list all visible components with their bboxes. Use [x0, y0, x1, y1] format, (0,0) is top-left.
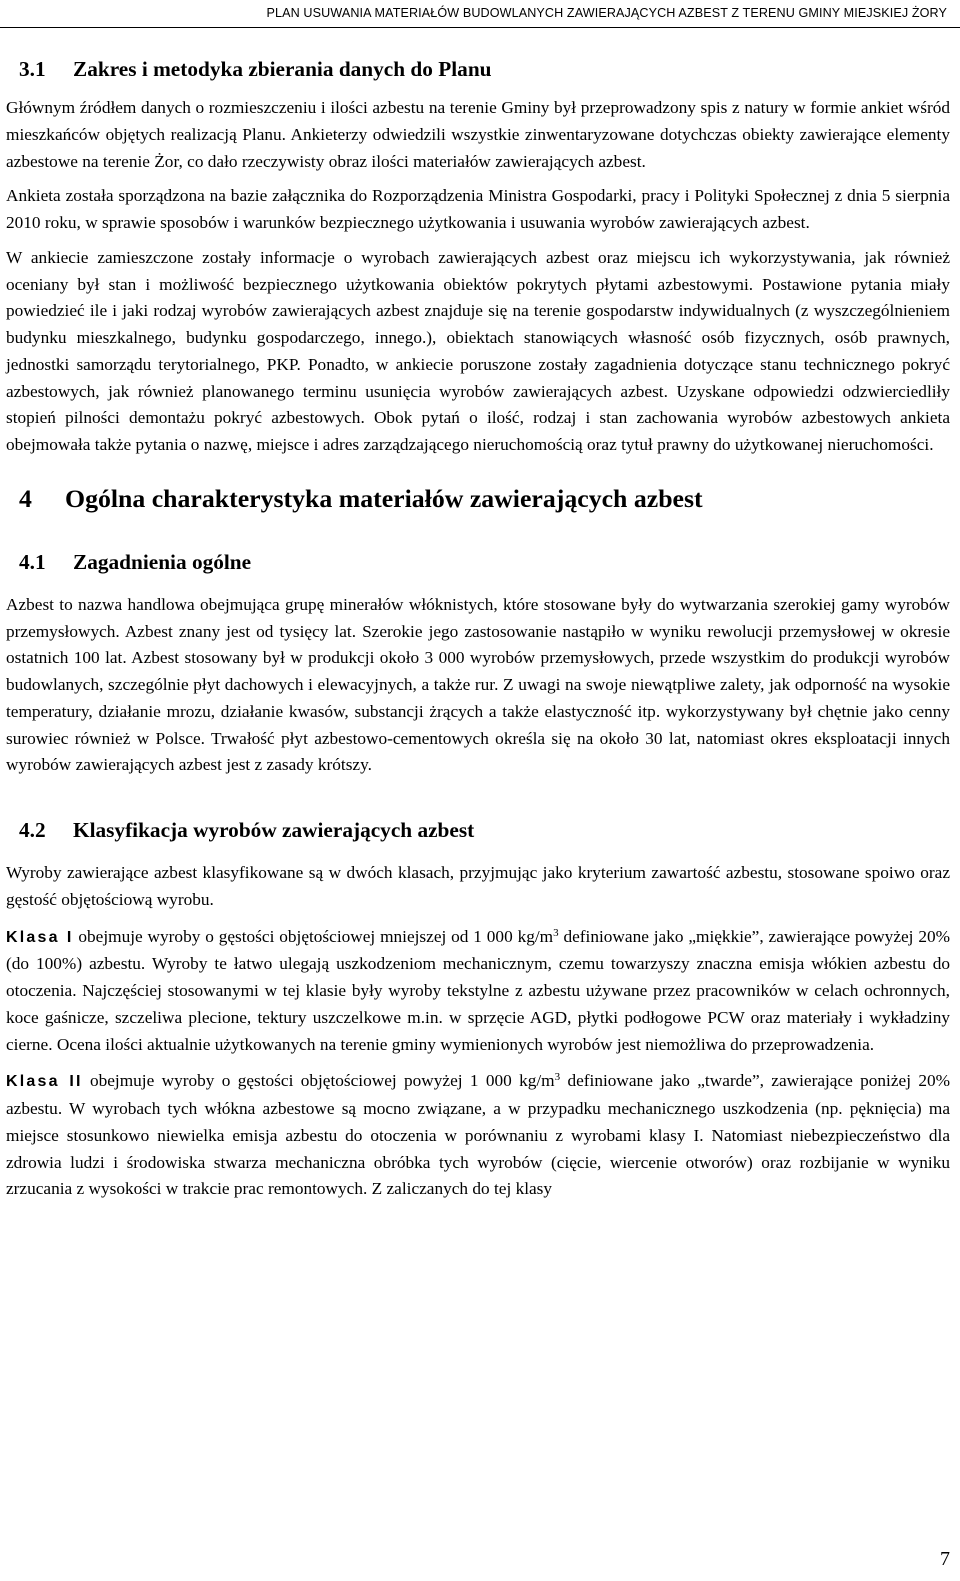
class-2-label: Klasa II: [6, 1073, 83, 1091]
section-number: 4: [19, 483, 32, 513]
section-3-1-heading: [6, 51, 950, 87]
class-2-text-b: definiowane jako „twarde”, zawierające poniżej 20% azbestu. W wyrobach tych włókna azbestowe są mocno związane, a w przypadku mechanicznego uszkodzenia (np. pęknięcia) ma miejsce stosunkowo niewielka emisja azbestu do otoczenia w porównaniu z wyrobami klasy I. Natomiast niebezpieczeństwo dla zdrowia ludzi i środowiska stwarza mechaniczna obróbka tych wyrobów (cięcie, wiercenie otworów) oraz rozbijanie w wyniku zrzucania z wysokości w trakcie prac remontowych. Z zaliczanych do tej klasy: [6, 1071, 950, 1199]
paragraph-classification-intro: Wyroby zawierające azbest klasyfikowane są w dwóch klasach, przyjmując jako kryterium zawartość azbestu, stosowane spoiwo oraz gęstość objętościową wyrobu.: [6, 863, 950, 909]
section-number: 4.2: [19, 818, 46, 842]
section-title: Ogólna charakterystyka materiałów zawierających azbest: [65, 483, 703, 513]
section-number: 4.1: [19, 549, 46, 574]
paragraph-class-2: [6, 1068, 950, 1203]
class-1-text-a: obejmuje wyroby o gęstości objętościowej mniejszej od 1 000 kg/m: [73, 926, 554, 946]
paragraph-survey-content: W ankiecie zamieszczone zostały informacje o wyrobach zawierających azbest oraz miejscu ich wykorzystywania, jak również oceniany był stan i możliwość bezpiecznego użytkowania obiektów pokrytych płytami azbestowymi. Postawione pytania miały powiedzieć ile i jaki rodzaj wyrobów zawierających azbest znajduje się na terenie gospodarstw indywidualnych (z wyszczególnieniem budynku mieszkalnego, budynku gospodarczego, innego.), obiektach stanowiących własność osób fizycznych, osób prawnych, jednostki samorządu terytorialnego, PKP. Ponadto, w ankiecie poruszone zostały zagadnienia dotyczące stanu technicznego pokryć azbestowych, jak również planowanego terminu usunięcia wyrobów zawierających azbest. Uzyskane odpowiedzi odzwierciedliły stopień pilności demontażu pokryć azbestowych. Obok pytań o ilość, rodzaj i stan zachowania wyrobów azbestowych ankieta obejmowała także pytania o nazwę, miejsce i adres zarządzającego nieruchomością oraz tytuł prawny do użytkowanej nieruchomości.: [6, 247, 950, 454]
paragraph-class-1: [6, 924, 950, 1059]
class-2-superscript: 3: [554, 1071, 561, 1084]
page-number: 7: [940, 1548, 950, 1570]
running-header: PLAN USUWANIA MATERIAŁÓW BUDOWLANYCH ZAWIERAJĄCYCH AZBEST Z TERENU GMINY MIEJSKIEJ ŻORY: [266, 6, 947, 20]
section-title: Zakres i metodyka zbierania danych do Planu: [73, 57, 492, 81]
paragraph-asbestos-general: Azbest to nazwa handlowa obejmująca grupę minerałów włóknistych, które stosowane były do wytwarzania szerokiej gamy wyrobów przemysłowych. Azbest znany jest od tysięcy lat. Szerokie jego zastosowanie nastąpiło w wyniku rewolucji przemysłowej w okresie ostatnich 100 lat. Azbest stosowany był w produkcji około 3 000 wyrobów przemysłowych, przede wszystkim do produkcji wyrobów budowlanych, szczególnie płyt dachowych i elewacyjnych, a także rur. Z uwagi na swoje niewątpliwe zalety, jak odporność na wysokie temperatury, działanie mrozu, działanie kwasów, substancji żrących a także elastyczność itp. wykorzystywany był chętnie jako cenny surowiec również w Polsce. Trwałość płyt azbestowo-cementowych określa się na około 30 lat, natomiast okres eksploatacji innych wyrobów zawierających azbest jest z zasady krótszy.: [6, 594, 950, 775]
class-2-text-a: obejmuje wyroby o gęstości objętościowej powyżej 1 000 kg/m: [82, 1071, 555, 1091]
section-title: Zagadnienia ogólne: [73, 549, 252, 574]
section-4-1-heading: [6, 544, 950, 580]
paragraph-data-source: Głównym źródłem danych o rozmieszczeniu i ilości azbestu na terenie Gminy był przeprowadzony spis z natury w formie ankiet wśród mieszkańców objętych realizacją Planu. Ankieterzy odwiedzili wszystkie zinwentaryzowane dotychczas obiekty zawierające elementy azbestowe na terenie Żor, co dało rzeczywisty obraz ilości materiałów zawierających azbest.: [6, 98, 950, 171]
class-1-label: Klasa I: [6, 928, 74, 946]
class-1-text-b: definiowane jako „miękkie”, zawierające powyżej 20% (do 100%) azbestu. Wyroby te łatwo ulegają uszkodzeniom mechanicznym, czemu towarzyszy znaczna emisja włókien azbestu do otoczenia. Najczęściej stosowanymi w tej klasie były wyroby tekstylne z azbestu używane przez pracowników w celach ochronnych, koce gaśnicze, szczeliwa plecione, tektury uszczelkowe m.in. w sprzęcie AGD, płytki podłogowe PCW oraz materiały i wykładziny cierne. Ocena ilości aktualnie użytkowanych na terenie gminy wymienionych wyrobów jest niemożliwa do przeprowadzenia.: [6, 926, 950, 1054]
paragraph-survey-basis: Ankieta została sporządzona na bazie załącznika do Rozporządzenia Ministra Gospodarki, pracy i Polityki Społecznej z dnia 5 sierpnia 2010 roku, w sprawie sposobów i warunków bezpiecznego użytkowania i usuwania wyrobów zawierających azbest.: [6, 186, 950, 232]
section-number: 3.1: [19, 57, 46, 81]
class-1-superscript: 3: [553, 926, 559, 939]
header-rule: [0, 27, 960, 28]
section-4-heading: [6, 478, 950, 520]
section-title: Klasyfikacja wyrobów zawierających azbest: [73, 818, 475, 842]
page-content: [6, 48, 950, 1203]
section-4-2-heading: [6, 812, 950, 848]
